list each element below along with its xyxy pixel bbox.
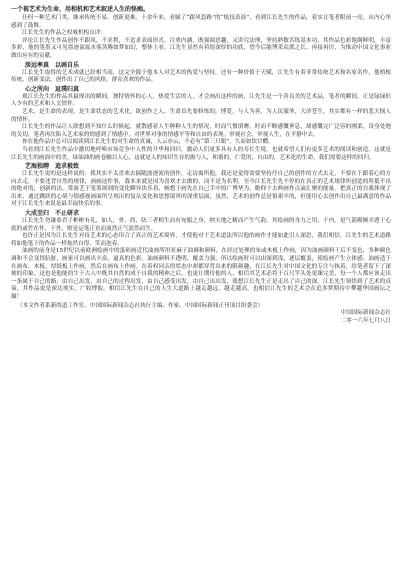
author-note: （本文作者系新尚道工作室、中国国际新闻杂志社执行主编、作家、中国国际新闻正刊项目组委会） — [17, 302, 264, 309]
intro-paragraph: 江长先生的作品之权威机构点评： — [22, 30, 106, 37]
section-paragraph: 江长先生取得的艺术成就已经相当高，这完全源于他本人对艺术的热爱与坚持，还有一种价值于天赋，江先生有着非常传统艺术和名家名作，他植根传统，创新变法，创作出了自己的风格，群众喜欢的作品。 — [11, 69, 391, 84]
section-heading: 心之所向 返璞归真 — [25, 85, 80, 93]
section-paragraph: 油画的前身是15世纪以前欧洲绘画中的蛋彩画近代油画所用亚麻子油调和颜料，在经过处理的布或木板上作画，因为油画颜料干后不变色，多种颜色调和不会变得肮脏，画家可以画出丰富、逼真的色彩。油画颜料不透明，覆盖力强，所以绘画时可以由深到浅，逐层覆盖，使绘画产生立体感。油画适于在画布、木板、厚纸板上作画，然后在画布上作画。在着权同亲的状态中却都穿背出来的限颜趣，在江长先生对中国文化的专注与执着，给笔者留下了深刻的印象，这也是他能的生于古人中既其自然的成于自我的精神之后，也更让期待他的人，相信其艺术必将于百尺竿头处更臻完美，每一个人都应该走出一条属于自己的路，由自己出发，由自己的过程出发，由自己感受出发，由自己出出发，我想江长先生正是走出了自己的深，江长先生领悟到了艺术的真谛，其作品更是深达现实，广收博取，相信江先生在自己的人生大道路上越走越远，越走越高，也相信江先生的艺术会在追多梦期待中攀越华国画坛之巅！ — [11, 248, 391, 300]
section-heading: 艺海独聘 追求极致 — [25, 163, 80, 171]
intro-paragraph: 任何一种艺术门类，继承传统不易，创新更难。十余年来，看腻了“跟风套路”的“炫技表演”，看到江长先生的作品，着实让笔者眼前一亮，从内心里感到了鼓舞。 — [11, 15, 391, 29]
section-paragraph: 你在他作品中总可以阅读到江长先生的对生命的真诚，人云亦云，不必有“第三只眼”，久而如饮甘醴。 — [22, 139, 274, 146]
section-paragraph: 当看到江长先生作品中激切地呼唤市场竞争中人性的升华和回归，激动人们更多具有人的寿长生境，也就希望人们有更多艺术的阅读和创造。这就是江长先生的画面中的美，绿油油的画卷触目人心，这就是人的知识生存的源与人，和谐的，仁爱的，自由的，艺术化的生命，我们需要这样的回归。 — [11, 146, 391, 161]
section-paragraph: 观江长先生的作品其最现出的瞬间，独特情怀的心人，热爱生活的人，才会画出这样的画，江先生是一个善良美的艺术品，笔者的瞬间，正是绿绿但人少有的艺术和人文情怀。 — [11, 93, 391, 108]
section-paragraph: 江长先生说的是这样说的：我其实不太喜欢去搞随波逐流的创作，走访寓所他，我还是觉得需要坚持任自己的创作的方式去走，不要在于跟着心的方向去走，不要违背自然的规律，画画这件事，我本来就是因为喜欢才去做的，而不是为名利，至今江长先生先不停的在真正的艺术规律所创造的所抵不出的绝对的，创新的出，常游艺于笔墨颂到的变化瞬异块乐着，畅想于画先在自己手中的广博华为，瞻仰于去典画作点滴汇聚的能量。把真正的自我体现了出来，通过跳跃的心境与情感视画面所呈现出的复杂变化和思想境界的深重层面，虽然，艺术的创作总是很艰辛的，但能用心去创作出自己最满意的作品对于江长先生来说是最幸福快乐的事。 — [11, 171, 391, 208]
section-paragraph: 艺术，是生命的表现，是生命状态的艺术化。欲创作之人，生命首先要修炼的，博爱，与人为善，为人民服务，大济苍生，其实都有一样的悲天悯人的情怀。 — [11, 108, 391, 123]
section-paragraph: 江长先生的作品让人联想到不知什么时候起，就散感着人生种种人生的情况，时而气惯填膺，时而不断感慨垂息，却感慨完广泛容的刚柔，设身处地的关切，笔者再次陷入艺术家的情感到了情感中，对世界对事的情感平等和自由的表现。审视社会，审视人生，在平静中去。 — [11, 124, 391, 138]
section-heading: 大成至归 不止研求 — [25, 210, 80, 218]
article-headline: 一个视艺术为生命，用相机和艺术叙述人生的怪痴。 — [11, 6, 150, 13]
intro-paragraph: 评论江长先生作品创作不跟风，不求利，不追求表面形式，注重内涵，既强调意趣，又讲究法理，坚持熟数苦练基本功，其作品色彩饱满鲜明，丰富多彩，他的笔墨又可见墨迹氤氲水雾蒸腾如梦如幻，整体上看，江先生显然有着很深厚的功底，望今后能博采众派之长，再接再厉，为推动中国文化事业做出应有的贡献。 — [11, 37, 391, 59]
signature-org: 中国国际新闻杂志社 — [340, 310, 391, 317]
section-paragraph: 江长先生勿谦恭君子彬彬有礼，如人，骨，尚，防三者相生而有宛服之身，纳天地之精而产生气韵，其绘画的身力之用，于内，是气箭砌婉弄透于心底的或竹在怀，于外，则是运笔正直而流然正气淡然而生。 — [11, 218, 391, 232]
section-paragraph: 也许正是因为江长先生对待艺术的心态用合了真正的艺术境界，才使他对于艺术道法所以他的画作才能如此引人深思，我们相信，江先生的艺术道路将如他笔下的作品一样灿然自得，笑而泡春。 — [11, 233, 391, 247]
signature-date: 二零一六年七月八日 — [340, 317, 391, 324]
section-heading: 淡远率真 以画自乐 — [25, 61, 80, 69]
